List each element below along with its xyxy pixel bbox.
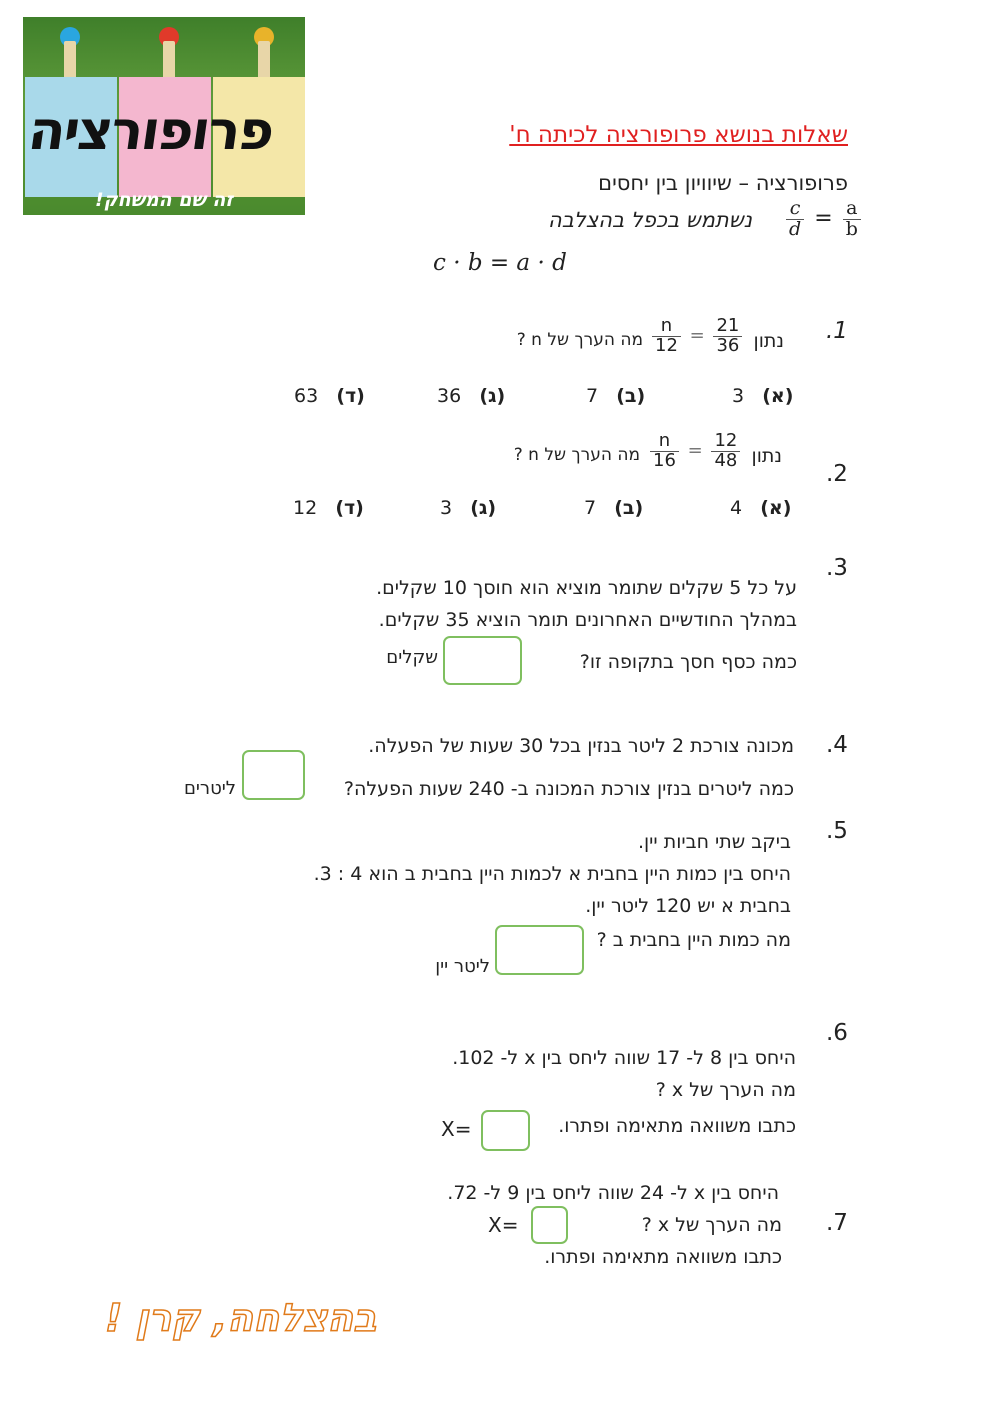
option-value: 3 — [732, 385, 745, 407]
question-number: .3 — [826, 555, 848, 581]
q4-line1: מכונה צורכת 2 ליטר בנזין בכל 30 שעות של הפעלה. — [368, 735, 794, 757]
answer-box-q7[interactable] — [531, 1206, 568, 1244]
option-b[interactable] — [584, 497, 643, 519]
q4-line2: כמה ליטרים בנזין צורכת המכונה ב- 240 שעות הפעלה? — [343, 778, 794, 800]
option-a[interactable] — [732, 385, 793, 407]
unit-label: שקלים — [386, 647, 438, 668]
option-value: 7 — [584, 497, 597, 519]
question-number: .5 — [826, 818, 848, 844]
question-number: .1 — [826, 318, 848, 344]
option-b[interactable] — [586, 385, 645, 407]
definition-text: פרופורציה – שיוויון בין יחסים — [598, 171, 848, 195]
clothespin-icon — [163, 41, 175, 79]
q5-line1: ביקב שתי חביות יין. — [637, 831, 791, 853]
option-c[interactable] — [437, 385, 505, 407]
cross-formula: c · b = a · d — [433, 250, 567, 276]
q5-line3: בחבית א יש 120 ליטר יין. — [585, 895, 791, 917]
option-letter: (ב) — [616, 385, 646, 407]
answer-box-q3[interactable] — [443, 636, 522, 685]
formula-b: b — [845, 217, 858, 240]
fraction-denominator: 12 — [655, 334, 678, 356]
option-letter: (ב) — [614, 497, 644, 519]
q7-line3: כתבו משוואה מתאימה ופתרו. — [544, 1246, 782, 1268]
option-c[interactable] — [440, 497, 496, 519]
option-value: 12 — [293, 497, 318, 519]
q7-line2: מה הערך של x ? — [641, 1214, 782, 1236]
q1-equation: $\frac{n}{12}$ = $\frac{21}{36}$ — [652, 317, 742, 356]
question-number: .4 — [826, 732, 848, 758]
fraction-numerator: 12 — [711, 432, 740, 452]
fraction-denominator: 48 — [714, 449, 738, 471]
option-letter: (ד) — [336, 385, 365, 407]
q6-line1: היחס בין 8 ל- 17 שווה ליחס בין x ל- 102. — [452, 1047, 796, 1069]
banner-word: פרופורציה — [24, 99, 277, 162]
question-text: מה הערך של n ? — [516, 330, 643, 350]
formula-a: a — [843, 199, 861, 220]
good-luck-signature: בהצלחה, קרן ! — [105, 1296, 377, 1340]
clothespin-icon — [64, 41, 76, 79]
option-letter: (ג) — [479, 385, 506, 407]
q2-equation: $\frac{n}{16}$ = $\frac{12}{48}$ — [650, 432, 740, 471]
unit-label: ליטרים — [183, 778, 236, 799]
cross-multiplication-note: נשתמש בכפל בהצלבה — [548, 208, 752, 232]
option-value: 4 — [730, 497, 743, 519]
option-d[interactable] — [293, 497, 364, 519]
q6-line2: מה הערך של x ? — [655, 1079, 796, 1101]
x-label: X= — [441, 1117, 472, 1141]
option-d[interactable] — [294, 385, 365, 407]
banner-image — [23, 17, 305, 215]
option-letter: (א) — [760, 497, 792, 519]
formula-c: c — [786, 199, 804, 220]
q3-line3: כמה כסף חסך בתקופה זו? — [579, 651, 797, 673]
q3-line2: במהלך החודשיים האחרונים תומר הוציא 35 שקלים. — [378, 609, 797, 631]
fraction-denominator: 36 — [716, 334, 740, 356]
question-number: .6 — [826, 1020, 848, 1046]
q5-line2: היחס בין כמות היין בחבית א לכמות היין בחבית ב הוא 4 : 3. — [313, 863, 791, 885]
q5-line4: מה כמות היין בחבית ב ? — [596, 929, 791, 951]
answer-box-q5[interactable] — [495, 925, 584, 975]
option-value: 36 — [437, 385, 462, 407]
proportion-formula: $\frac{c}{d}$ = $\frac{a}{b}$ — [786, 199, 861, 240]
option-a[interactable] — [730, 497, 791, 519]
fraction-denominator: 16 — [653, 449, 676, 471]
fraction-numerator: n — [652, 317, 681, 337]
banner-subtitle: זה שם המשחק! — [94, 189, 234, 211]
answer-box-q4[interactable] — [242, 750, 305, 800]
question-number: .2 — [826, 461, 848, 487]
option-letter: (ד) — [335, 497, 364, 519]
question-text: מה הערך של n ? — [513, 445, 640, 465]
option-letter: (ג) — [470, 497, 497, 519]
given-label: נתון — [751, 445, 782, 467]
answer-box-q6[interactable] — [481, 1110, 530, 1151]
option-letter: (א) — [762, 385, 794, 407]
given-label: נתון — [753, 330, 784, 352]
option-value: 7 — [586, 385, 599, 407]
unit-label: ליטר יין — [435, 956, 490, 977]
formula-d: d — [789, 217, 802, 240]
x-label: X= — [488, 1213, 519, 1237]
option-value: 63 — [294, 385, 319, 407]
fraction-numerator: 21 — [713, 317, 742, 337]
fraction-numerator: n — [650, 432, 679, 452]
q6-line3: כתבו משוואה מתאימה ופתרו. — [558, 1115, 796, 1137]
question-number: .7 — [826, 1210, 848, 1236]
option-value: 3 — [440, 497, 453, 519]
q3-line1: על כל 5 שקלים שתומר מוציא הוא חוסך 10 שקלים. — [376, 577, 797, 599]
q7-line1: היחס בין x ל- 24 שווה ליחס בין 9 ל- 72. — [447, 1182, 779, 1204]
page-title: שאלות בנושא פרופורציה לכיתה ח' — [509, 122, 848, 148]
clothespin-icon — [258, 41, 270, 79]
